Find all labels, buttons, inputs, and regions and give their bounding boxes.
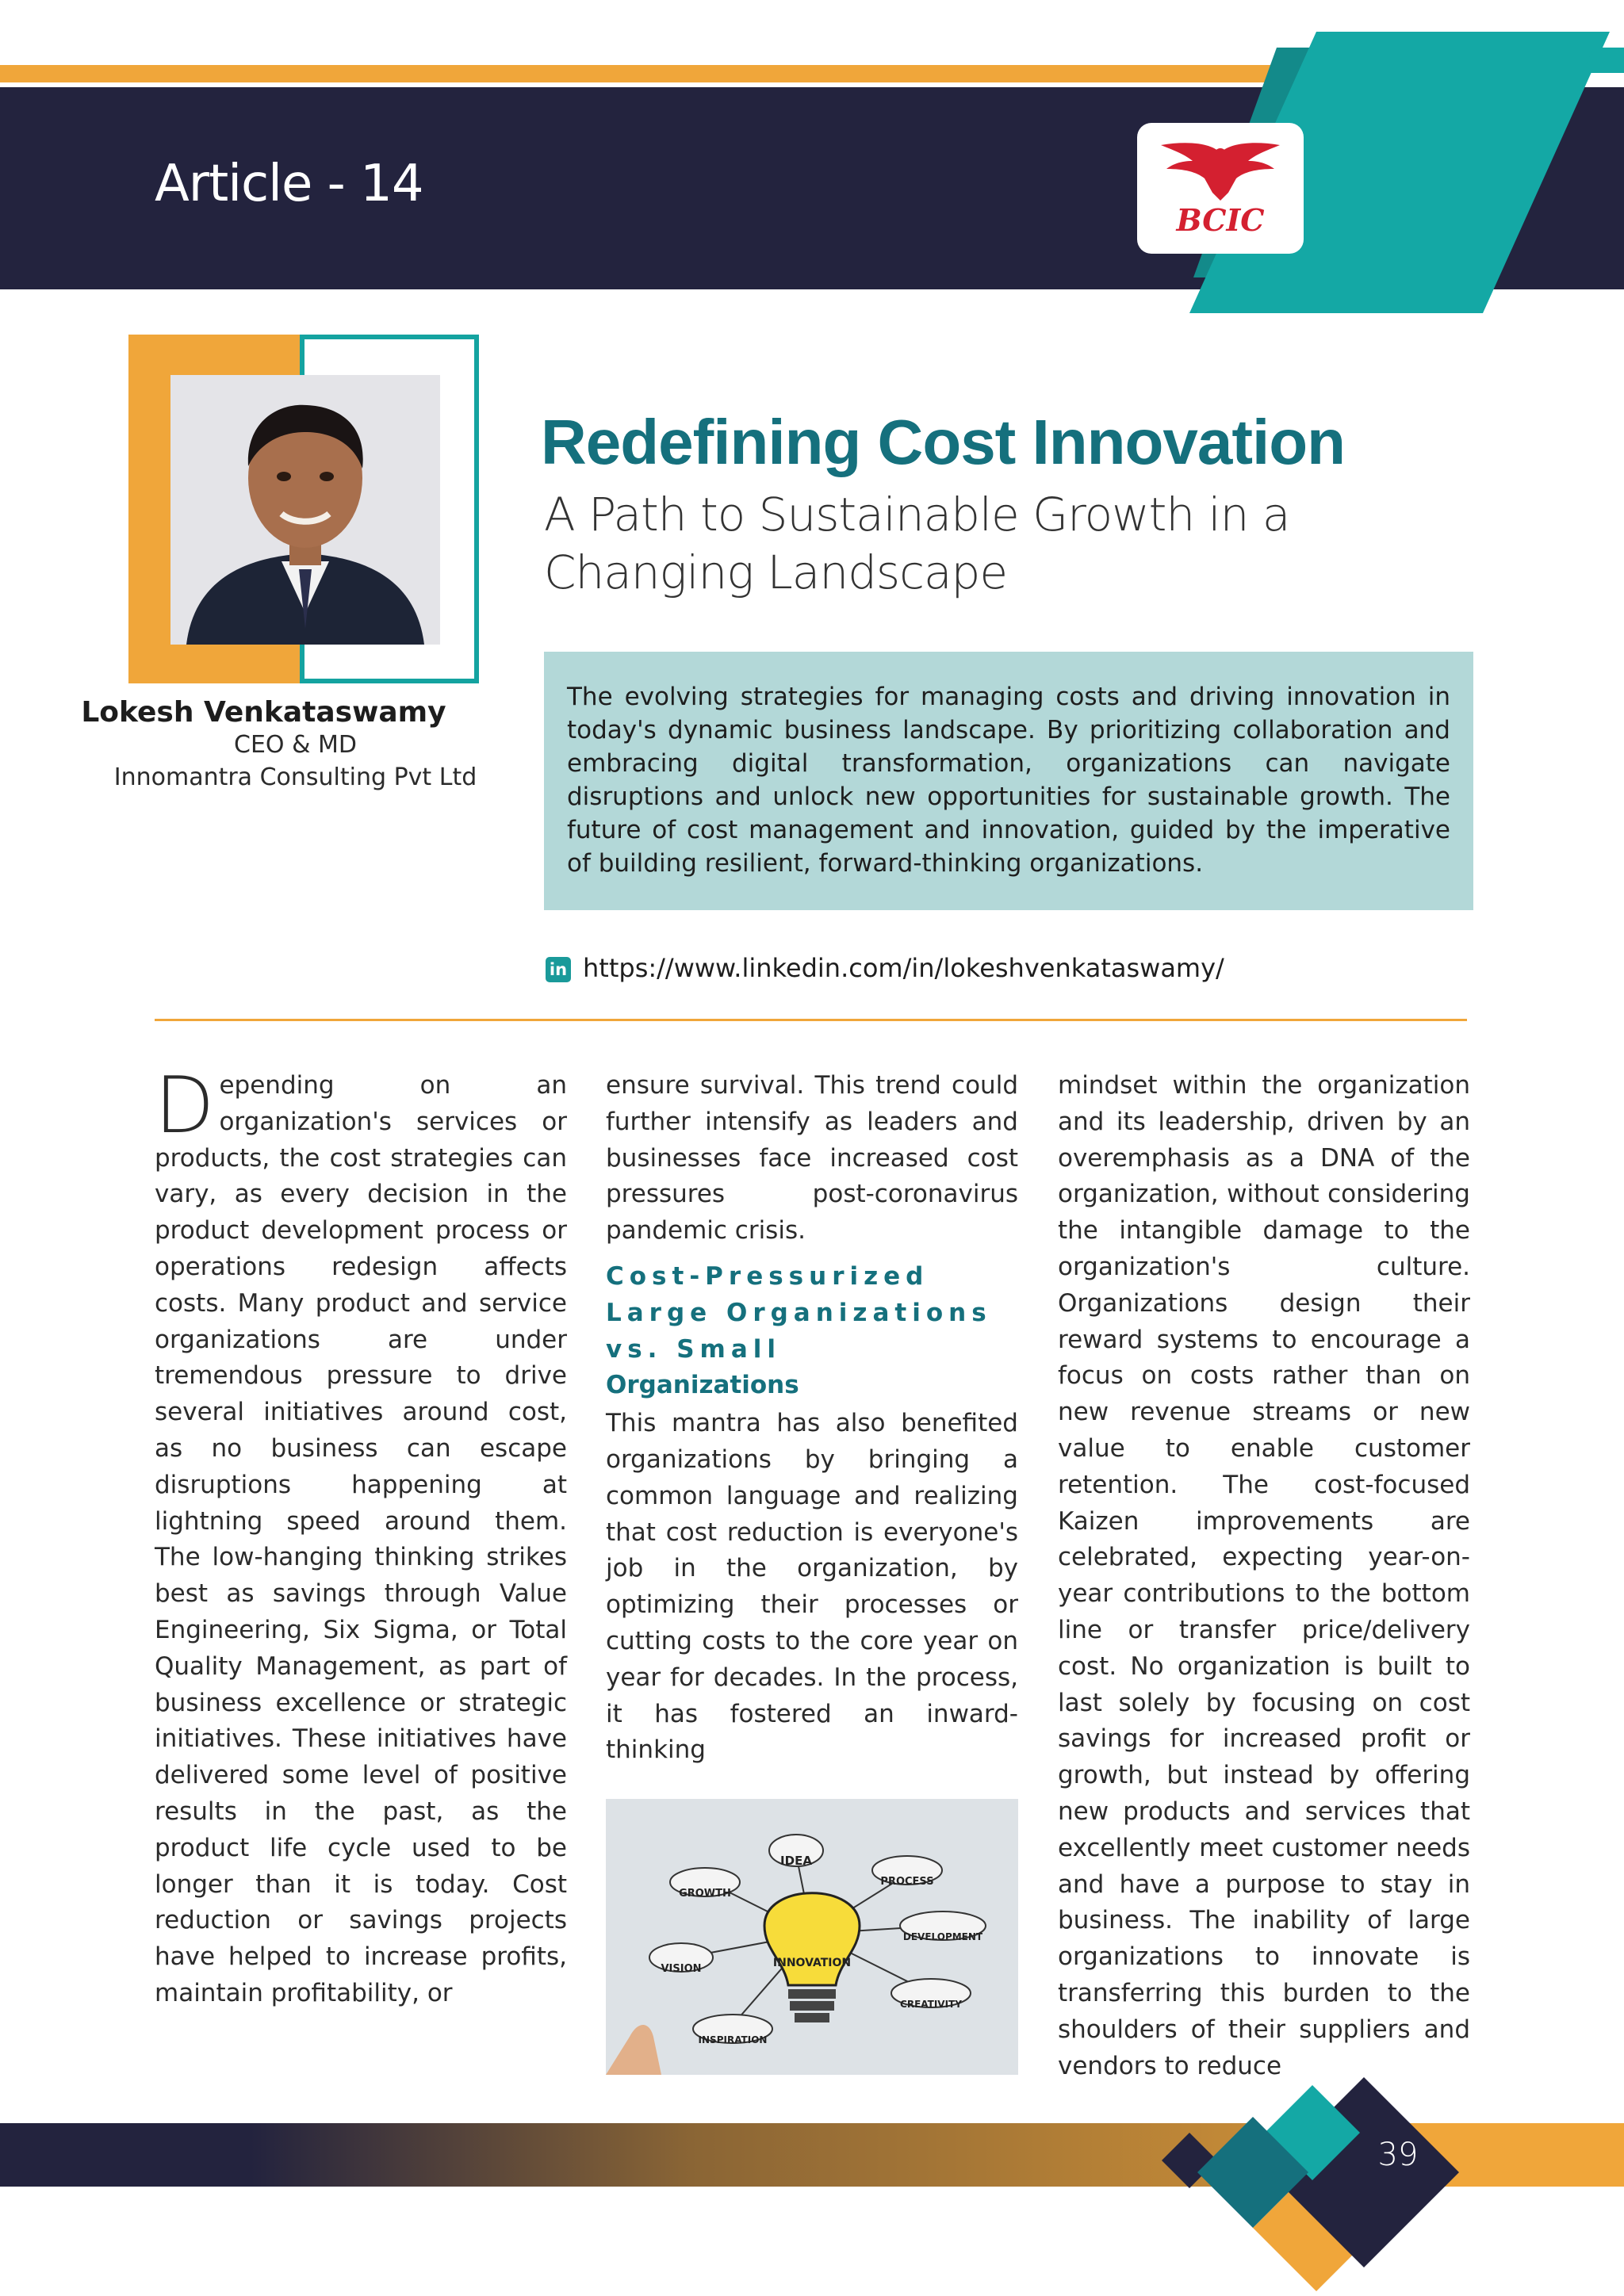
section-heading <box>606 1259 1018 1404</box>
illustration-label-development: DEVELOPMENT <box>902 1931 983 1943</box>
column-1-text: epending on an organization's services or products, the cost strategies can vary, as every decision in the product development process or operations redesign affects costs. Many product and service organizations are under tremendous pressure to drive several initiatives around cost, as no business can escape disruptions happening at lightning speed around them. The low-hanging thinking strikes best as savings through Value Engineering, Six Sigma, or Total Quality Management, as part of business excellence or strategic initiatives. These initiatives have delivered some level of positive results in the past, as the product life cycle used to be longer than it is today. Cost reduction or savings projects have helped to increase profits, maintain profitability, or <box>155 1071 567 2007</box>
illustration-label-process: PROCESS <box>880 1876 934 1888</box>
column-2-intro: ensure survival. This trend could further intensify as leaders and businesses face increased cost pressures post-coronavirus pandemic crisis. <box>606 1071 1018 1246</box>
author-role: CEO & MD <box>234 731 357 759</box>
page-number: 39 <box>1377 2137 1419 2173</box>
body-column-2 <box>606 1068 1018 2075</box>
author-photo <box>170 375 440 645</box>
drop-cap: D <box>155 1061 215 1151</box>
illustration-label-creativity: CREATIVITY <box>900 1999 962 2011</box>
innovation-illustration <box>606 1799 1018 2075</box>
footer-bar <box>0 2123 1253 2187</box>
linkedin-icon[interactable]: in <box>546 957 571 982</box>
linkedin-url[interactable]: https://www.linkedin.com/in/lokeshvenkataswamy/ <box>583 953 1224 983</box>
eagle-icon <box>1157 137 1284 205</box>
article-subtitle-line2: Changing Landscape <box>544 545 1008 599</box>
logo-text: BCIC <box>1176 202 1265 238</box>
section-divider <box>155 1019 1467 1021</box>
illustration-label-innovation: INNOVATION <box>772 1957 852 1970</box>
author-name: Lokesh Venkataswamy <box>81 696 446 729</box>
article-label: Article - 14 <box>155 155 423 213</box>
body-column-1 <box>155 1061 567 2012</box>
bcic-logo <box>1137 123 1304 254</box>
illustration-label-idea: IDEA <box>780 1854 812 1869</box>
illustration-label-vision: VISION <box>661 1963 702 1976</box>
article-subtitle-line1: A Path to Sustainable Growth in a <box>544 488 1290 541</box>
illustration-label-inspiration: INSPIRATION <box>698 2034 768 2046</box>
article-title: Redefining Cost Innovation <box>541 407 1345 477</box>
column-2-body: This mantra has also benefited organizations by bringing a common language and realizing that cost reduction is everyone's job in the organization, by optimizing their processes or cutting costs to the core year on year for decades. In the process, it has fostered an inward-thinking <box>606 1409 1018 1765</box>
author-company: Innomantra Consulting Pvt Ltd <box>113 763 477 791</box>
column-3-text: mindset within the organization and its leadership, driven by an overemphasis as a DNA of the organization, without considering the intangible damage to the organization's culture. Organizations design their reward systems to encourage a focus on costs rather than on new revenue streams or new value to enable customer retention. The cost-focused Kaizen improvements are celebrated, expecting year-on-year contributions to the bottom line or transfer price/delivery cost. No organization is built to last solely by focusing on cost savings for increased profit or growth, but instead by offering new products and services that excellently meet customer needs and have a purpose to stay in business. The inability of large organizations to innovate is transferring this burden to the shoulders of their suppliers and vendors to reduce <box>1058 1071 1470 2080</box>
illustration-label-growth: GROWTH <box>679 1888 731 1900</box>
footer-diamonds <box>1150 2061 1507 2296</box>
abstract-text: The evolving strategies for managing costs and driving innovation in today's dynamic business landscape. By prioritizing collaboration and embracing digital transformation, organizations can navigate disruptions and unlock new opportunities for sustainable growth. The future of cost management and innovation, guided by the imperative of building resilient, forward-thinking organizations. <box>567 683 1450 878</box>
section-heading-line-b: Organizations <box>606 1371 799 1400</box>
body-column-3 <box>1058 1068 1470 2084</box>
section-heading-line-a: Cost-Pressurized Large Organizations vs. Small <box>606 1261 992 1364</box>
